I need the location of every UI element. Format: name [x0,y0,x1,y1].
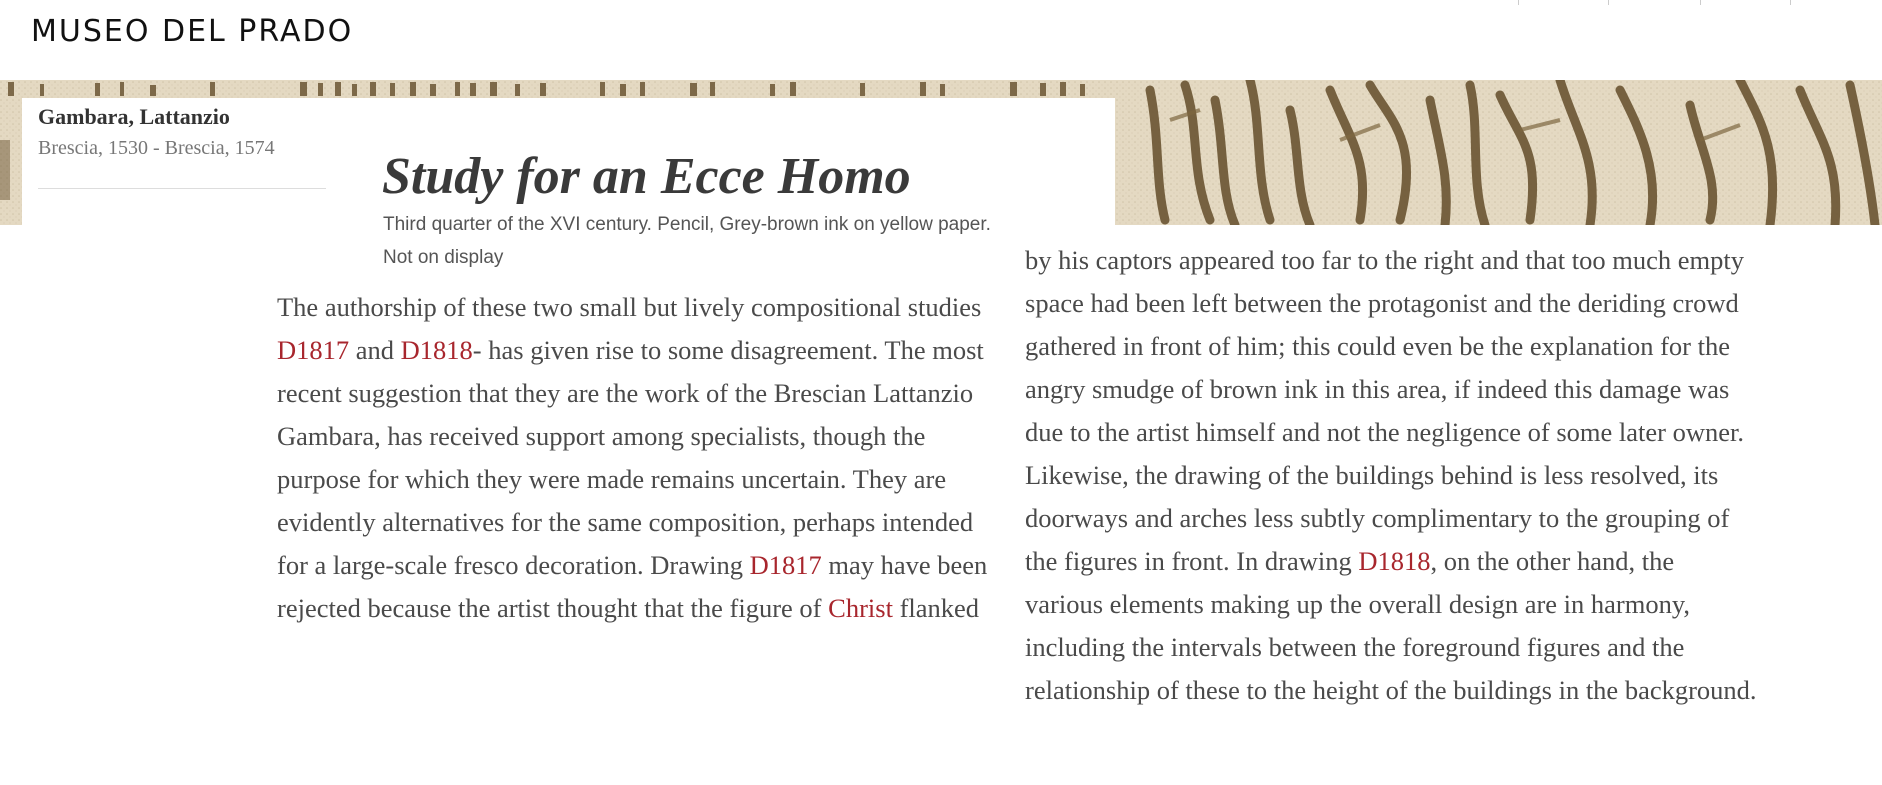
text-line: The authorship of these two small but lively compositional studies [277,292,982,322]
text-fragment: , on the other hand, the [1430,546,1675,576]
text-fragment: and [349,335,401,365]
nav-divider [1608,0,1609,5]
artwork-metadata [383,208,991,274]
link-d1818[interactable]: D1818 [400,335,473,365]
text-line: purpose for which they were made remains uncertain. They are [277,464,947,494]
site-logo[interactable]: MUSEO DEL PRADO [31,14,354,49]
text-line [1025,540,1757,583]
text-line: space had been left between the protagonist and the deriding crowd [1025,288,1739,318]
divider [38,188,326,189]
text-fragment: may have been [821,550,988,580]
text-fragment: - has given rise to some disagreement. The most [472,335,984,365]
display-status: Not on display [383,247,504,268]
text-fragment: for a large-scale fresco decoration. Drawing [277,550,750,580]
text-line [277,329,987,372]
text-line: gathered in front of him; this could even be the explanation for the [1025,331,1730,361]
nav-divider [1790,0,1791,5]
text-fragment: the figures in front. In drawing [1025,546,1359,576]
site-header [0,0,1882,80]
text-line: various elements making up the overall design are in harmony, [1025,589,1691,619]
link-d1817[interactable]: D1817 [277,335,350,365]
body-text-column-1 [277,286,987,630]
text-line: by his captors appeared too far to the right and that too much empty [1025,245,1744,275]
text-line: doorways and arches less subtly complimentary to the grouping of [1025,503,1730,533]
text-fragment: rejected because the artist thought that the figure of [277,593,829,623]
text-line: Gambara, has received support among specialists, though the [277,421,926,451]
text-line: recent suggestion that they are the work of the Brescian Lattanzio [277,378,974,408]
text-line: including the intervals between the foreground figures and the [1025,632,1685,662]
link-d1818[interactable]: D1818 [1358,546,1431,576]
text-line: relationship of these to the height of the buildings in the background. [1025,675,1757,705]
artwork-title: Study for an Ecce Homo [382,147,911,205]
nav-divider [1518,0,1519,5]
link-d1817[interactable]: D1817 [749,550,822,580]
text-line: evidently alternatives for the same composition, perhaps intended [277,507,974,537]
text-line: due to the artist himself and not the negligence of some later owner. [1025,417,1744,447]
link-christ[interactable]: Christ [828,593,893,623]
text-line [277,544,987,587]
artist-dates: Brescia, 1530 - Brescia, 1574 [38,137,275,159]
text-fragment: flanked [892,593,980,623]
nav-divider [1700,0,1701,5]
artist-name[interactable]: Gambara, Lattanzio [38,104,230,129]
text-line: angry smudge of brown ink in this area, if indeed this damage was [1025,374,1730,404]
text-line [277,587,987,630]
artwork-description: Third quarter of the XVI century. Pencil, Grey-brown ink on yellow paper. [383,214,991,235]
text-line: Likewise, the drawing of the buildings behind is less resolved, its [1025,460,1719,490]
body-text-column-2 [1025,239,1757,712]
